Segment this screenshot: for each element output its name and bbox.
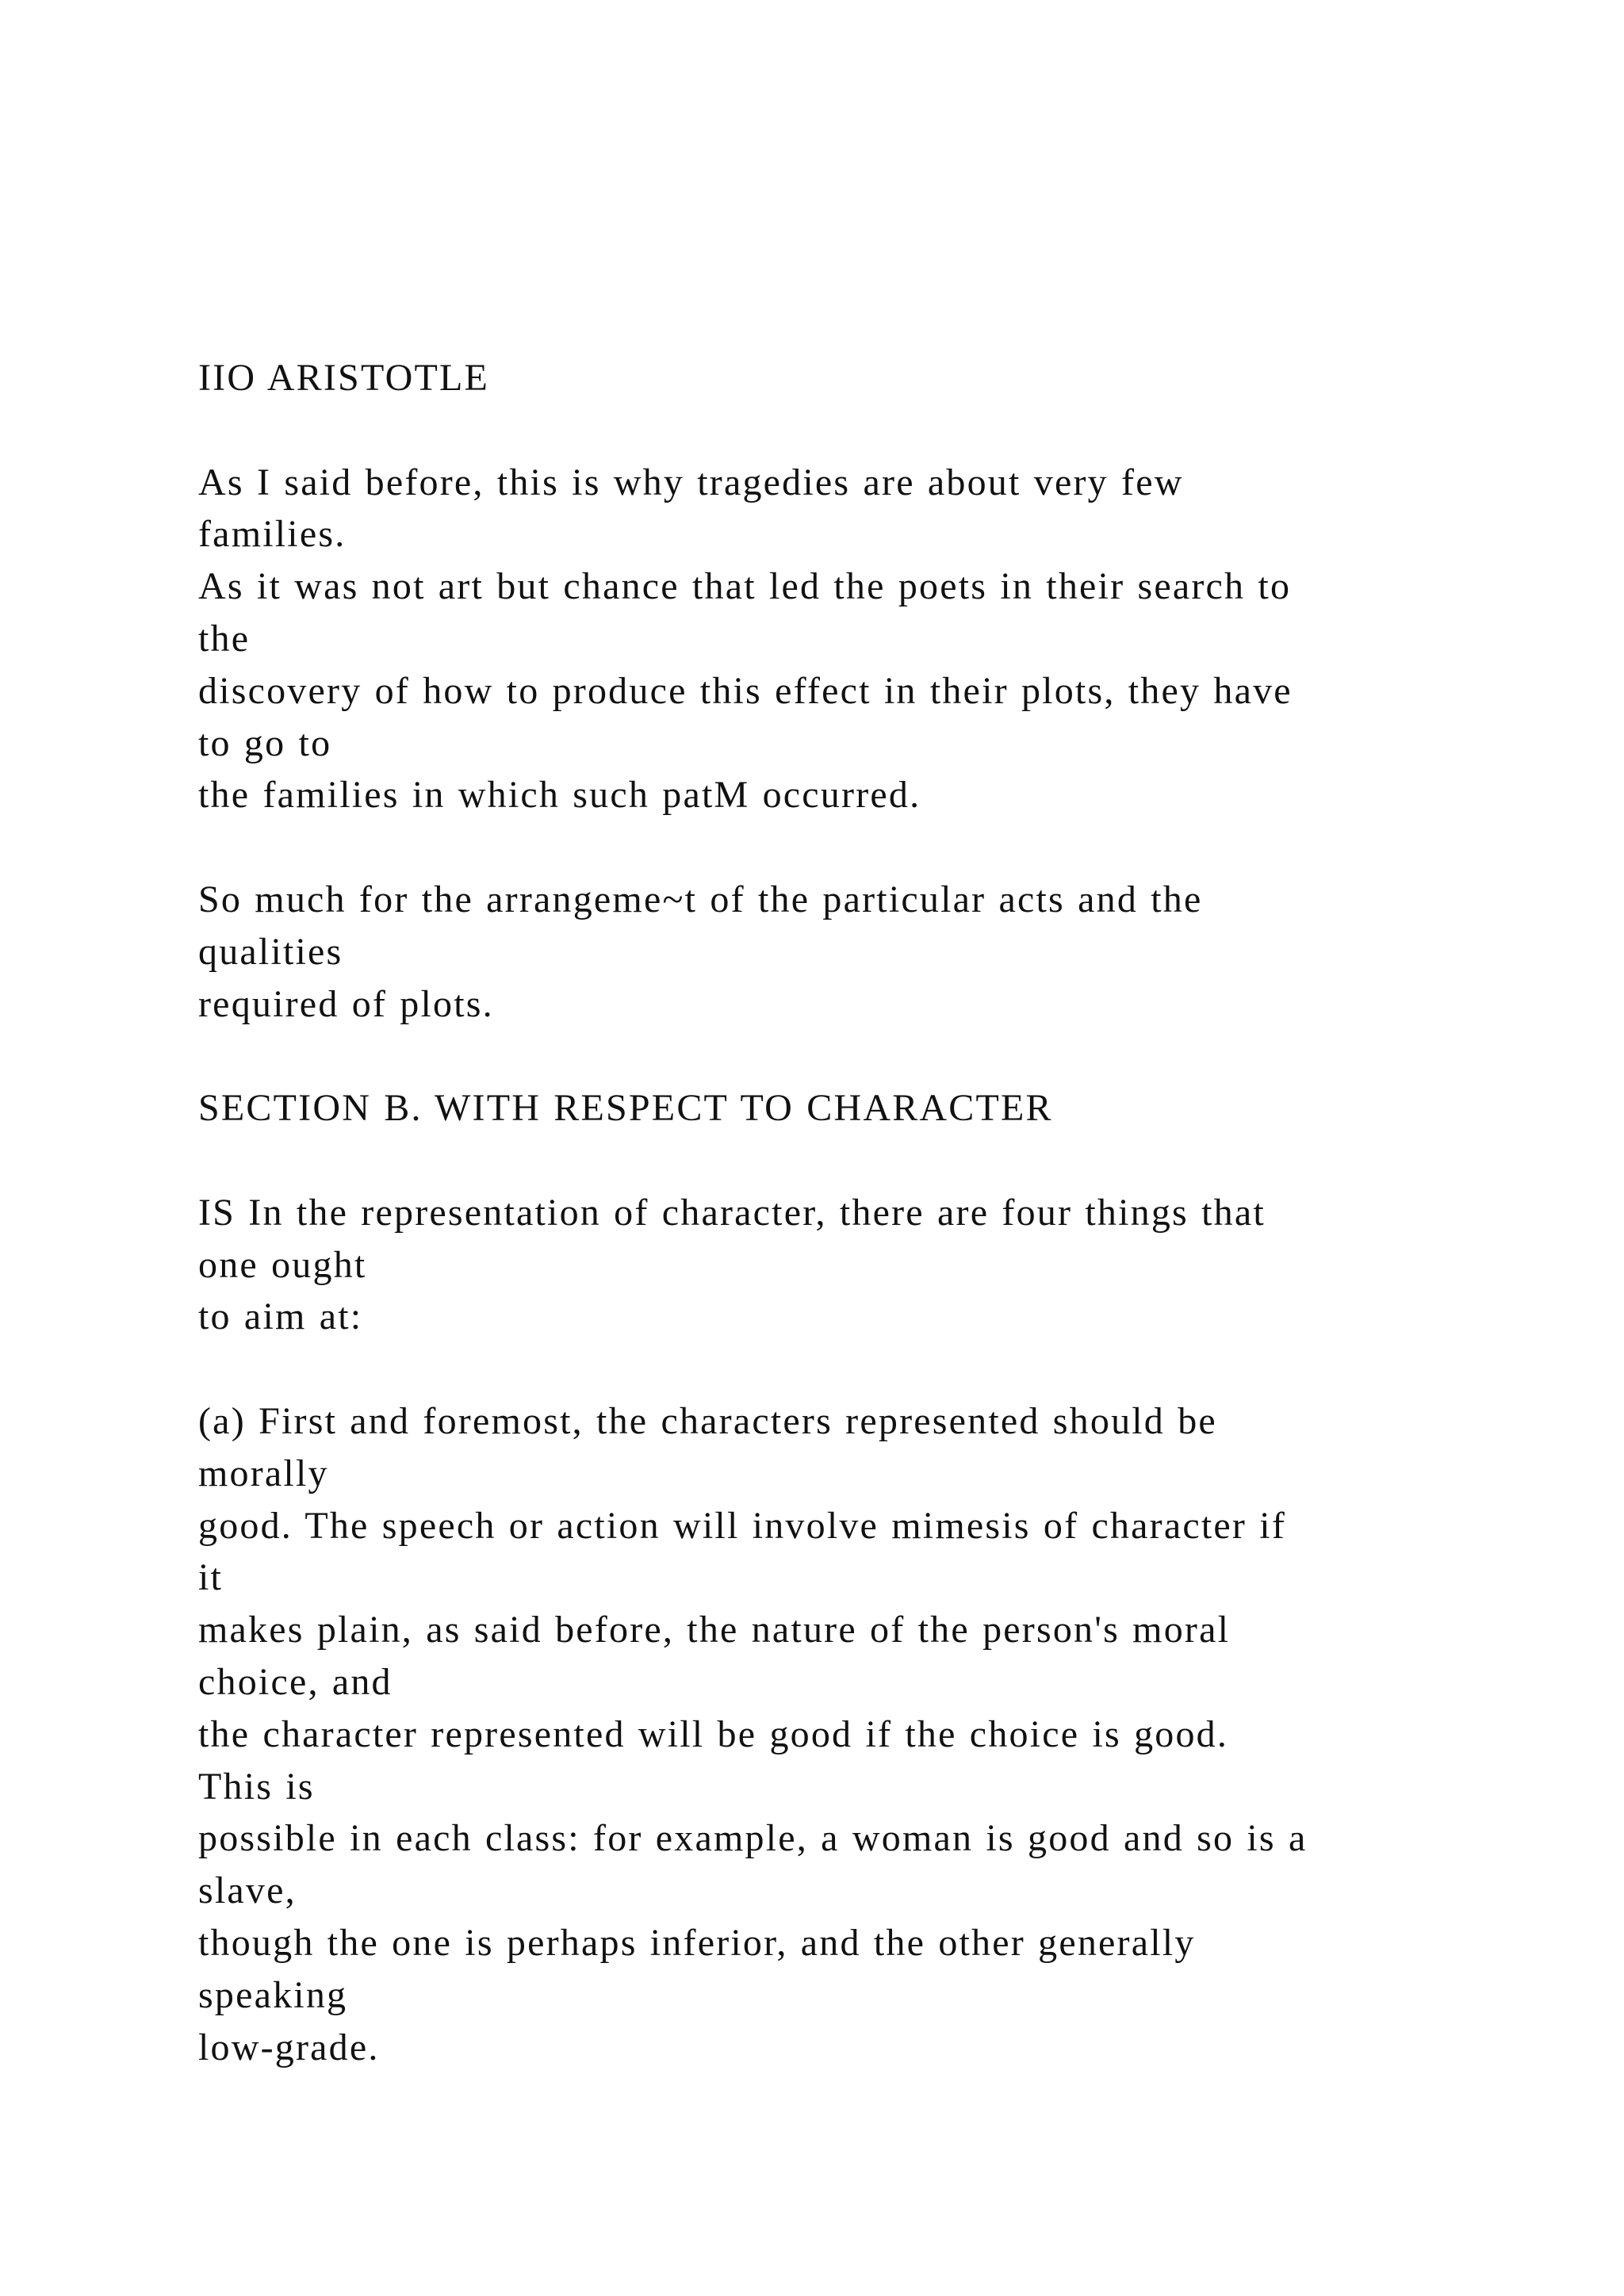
text-line: one ought bbox=[198, 1243, 367, 1286]
text-line: low-grade. bbox=[198, 2026, 380, 2068]
paragraph-gap bbox=[198, 1030, 1546, 1082]
page-header: IIO ARISTOTLE bbox=[198, 357, 490, 399]
text-line: the families in which such patM occurred. bbox=[198, 774, 921, 817]
text-line: slave, bbox=[198, 1869, 297, 1912]
text-line: though the one is perhaps inferior, and the other generally bbox=[198, 1921, 1196, 1964]
text-line: qualities bbox=[198, 930, 343, 973]
text-line: the bbox=[198, 617, 251, 660]
text-line: discovery of how to produce this effect in their plots, they have bbox=[198, 669, 1293, 712]
paragraph-gap bbox=[198, 1343, 1546, 1395]
text-line: to aim at: bbox=[198, 1295, 363, 1338]
text-line: good. The speech or action will involve mimesis of character if bbox=[198, 1504, 1287, 1547]
text-line: the character represented will be good if the choice is good. bbox=[198, 1712, 1229, 1755]
text-line: possible in each class: for example, a woman is good and so is a bbox=[198, 1817, 1308, 1860]
text-line: to go to bbox=[198, 721, 332, 764]
text-line: So much for the arrangeme~t of the particular acts and the bbox=[198, 878, 1203, 920]
text-line: speaking bbox=[198, 1973, 348, 2016]
document-text bbox=[198, 352, 1546, 2073]
text-line: This is bbox=[198, 1765, 315, 1808]
section-heading: SECTION B. WITH RESPECT TO CHARACTER bbox=[198, 1087, 1053, 1130]
paragraph-gap bbox=[198, 821, 1546, 874]
text-line: makes plain, as said before, the nature of the person's moral bbox=[198, 1609, 1231, 1651]
text-line: families. bbox=[198, 513, 347, 556]
text-line: IS In the representation of character, there are four things that bbox=[198, 1191, 1266, 1234]
text-line: required of plots. bbox=[198, 982, 494, 1025]
text-line: choice, and bbox=[198, 1660, 393, 1703]
paragraph-gap bbox=[198, 404, 1546, 457]
text-line: As I said before, this is why tragedies are about very few bbox=[198, 461, 1184, 503]
paragraph-gap bbox=[198, 1135, 1546, 1187]
text-line: it bbox=[198, 1556, 224, 1599]
text-line: As it was not art but chance that led the poets in their search to bbox=[198, 565, 1292, 608]
text-line: morally bbox=[198, 1452, 329, 1494]
text-line: (a) First and foremost, the characters represented should be bbox=[198, 1399, 1217, 1442]
